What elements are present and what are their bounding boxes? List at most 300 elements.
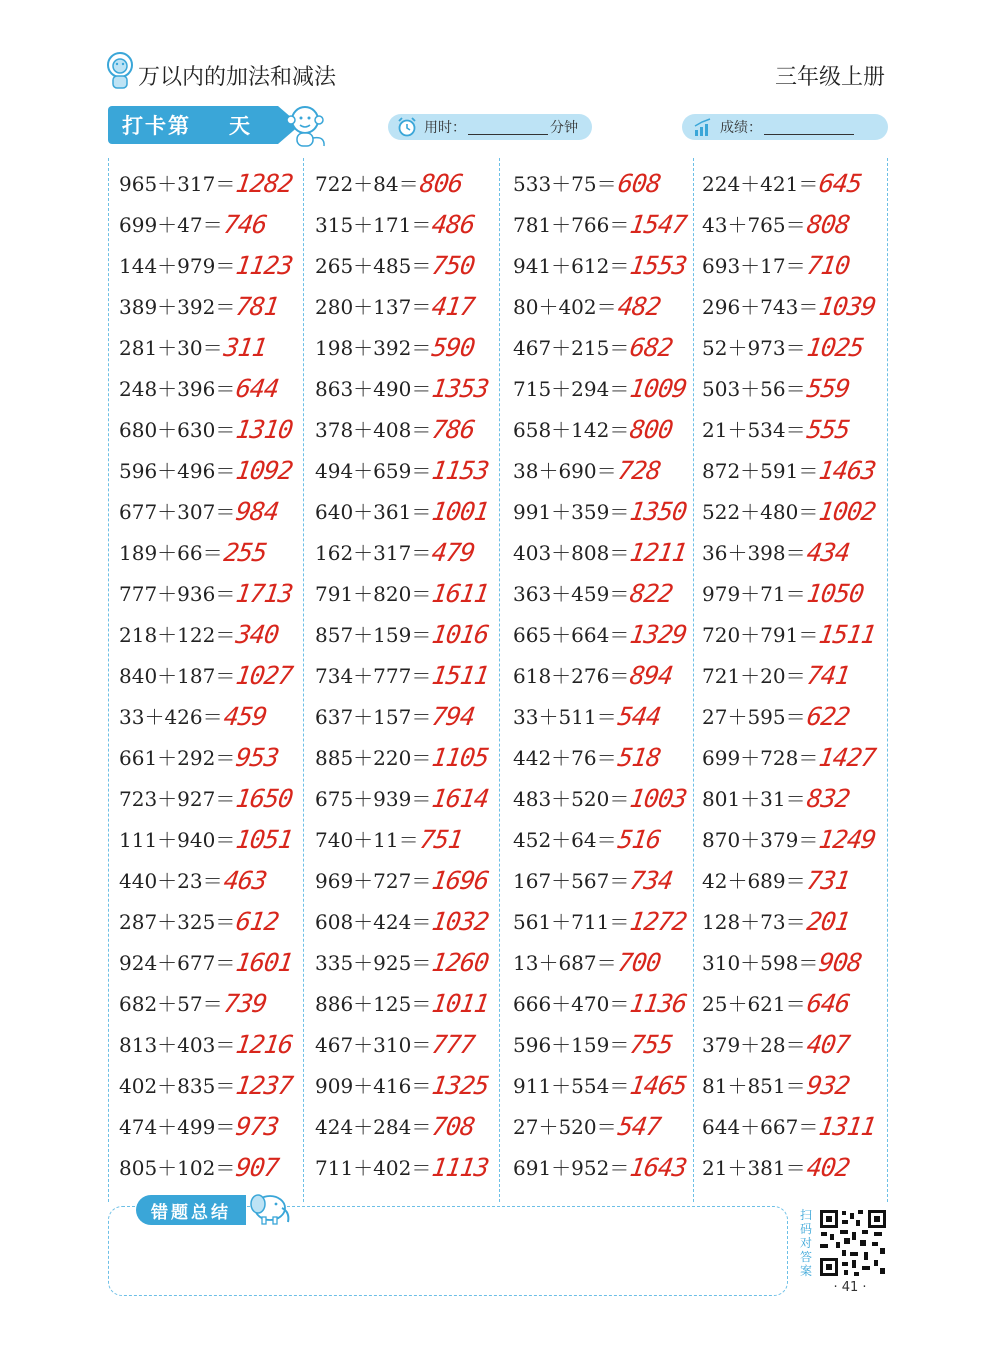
problem-row xyxy=(315,978,489,1019)
handwritten-answer: 777 xyxy=(430,1030,477,1059)
problem-row xyxy=(119,568,293,609)
handwritten-answer: 608 xyxy=(615,169,662,198)
problem-row xyxy=(702,199,849,240)
handwritten-answer: 459 xyxy=(221,702,268,731)
problem-equation: 805＋102＝ xyxy=(119,1156,236,1180)
problem-row xyxy=(702,445,876,486)
problem-equation: 734＋777＝ xyxy=(315,664,432,688)
problem-row xyxy=(513,404,673,445)
problem-row xyxy=(119,158,293,199)
handwritten-answer: 1511 xyxy=(430,661,491,690)
problem-equation: 781＋766＝ xyxy=(513,213,630,237)
handwritten-answer: 731 xyxy=(804,866,851,895)
problem-row xyxy=(513,650,673,691)
handwritten-answer: 255 xyxy=(221,538,268,567)
problem-equation: 691＋952＝ xyxy=(513,1156,630,1180)
handwritten-answer: 1611 xyxy=(430,579,491,608)
problem-equation: 791＋820＝ xyxy=(315,582,432,606)
page-title: 万以内的加法和减法 xyxy=(138,65,337,90)
handwritten-answer: 1650 xyxy=(234,784,295,813)
handwritten-answer: 1713 xyxy=(234,579,295,608)
problem-equation: 665＋664＝ xyxy=(513,623,630,647)
checkin-prefix: 打卡第 xyxy=(122,114,191,138)
handwritten-answer: 781 xyxy=(234,292,281,321)
problem-equation: 979＋71＝ xyxy=(702,582,806,606)
problem-equation: 644＋667＝ xyxy=(702,1115,819,1139)
problem-equation: 677＋307＝ xyxy=(119,500,236,524)
problem-equation: 81＋851＝ xyxy=(702,1074,806,1098)
problem-row xyxy=(702,527,849,568)
problem-equation: 27＋595＝ xyxy=(702,705,806,729)
problem-equation: 13＋687＝ xyxy=(513,951,617,975)
problem-row xyxy=(513,527,687,568)
problem-row xyxy=(119,240,293,281)
handwritten-answer: 1350 xyxy=(628,497,689,526)
problem-row xyxy=(513,1142,687,1183)
handwritten-answer: 907 xyxy=(234,1153,281,1182)
problem-row xyxy=(513,855,673,896)
problem-row xyxy=(702,814,876,855)
problem-row xyxy=(119,1060,293,1101)
score-label: 成绩： xyxy=(720,120,762,136)
handwritten-answer: 1105 xyxy=(430,743,491,772)
handwritten-answer: 1465 xyxy=(628,1071,689,1100)
handwritten-answer: 612 xyxy=(234,907,281,936)
handwritten-answer: 750 xyxy=(430,251,477,280)
handwritten-answer: 340 xyxy=(234,620,281,649)
handwritten-answer: 1002 xyxy=(817,497,878,526)
handwritten-answer: 1329 xyxy=(628,620,689,649)
problem-equation: 80＋402＝ xyxy=(513,295,617,319)
problem-equation: 924＋677＝ xyxy=(119,951,236,975)
problem-row xyxy=(513,568,673,609)
handwritten-answer: 700 xyxy=(615,948,662,977)
handwritten-answer: 1353 xyxy=(430,374,491,403)
problem-equation: 969＋727＝ xyxy=(315,869,432,893)
problem-equation: 722＋84＝ xyxy=(315,172,419,196)
problem-row xyxy=(315,732,489,773)
problem-equation: 389＋392＝ xyxy=(119,295,236,319)
handwritten-answer: 544 xyxy=(615,702,662,731)
handwritten-answer: 559 xyxy=(804,374,851,403)
problem-row xyxy=(513,281,660,322)
problem-row xyxy=(315,1101,475,1142)
problem-equation: 711＋402＝ xyxy=(315,1156,432,1180)
checkin-suffix: 天 xyxy=(229,114,252,138)
problem-row xyxy=(702,855,849,896)
score-field[interactable] xyxy=(764,120,854,135)
problem-equation: 335＋925＝ xyxy=(315,951,432,975)
handwritten-answer: 1311 xyxy=(817,1112,878,1141)
problem-equation: 870＋379＝ xyxy=(702,828,819,852)
handwritten-answer: 1011 xyxy=(430,989,491,1018)
problem-row xyxy=(119,1019,293,1060)
handwritten-answer: 1260 xyxy=(430,948,491,977)
handwritten-answer: 1123 xyxy=(234,251,295,280)
problem-row xyxy=(119,1101,279,1142)
handwritten-answer: 644 xyxy=(234,374,281,403)
problem-row xyxy=(702,609,876,650)
problem-equation: 128＋73＝ xyxy=(702,910,806,934)
handwritten-answer: 516 xyxy=(615,825,662,854)
problem-row xyxy=(119,527,266,568)
handwritten-answer: 1511 xyxy=(817,620,878,649)
problem-row xyxy=(119,732,279,773)
problem-equation: 483＋520＝ xyxy=(513,787,630,811)
problem-row xyxy=(702,568,863,609)
problem-row xyxy=(119,363,279,404)
problem-row xyxy=(702,773,849,814)
handwritten-answer: 1325 xyxy=(430,1071,491,1100)
problem-equation: 111＋940＝ xyxy=(119,828,236,852)
problem-equation: 909＋416＝ xyxy=(315,1074,432,1098)
problem-row xyxy=(513,609,687,650)
handwritten-answer: 1272 xyxy=(628,907,689,936)
problem-row xyxy=(315,855,489,896)
score-box xyxy=(682,114,888,140)
problem-equation: 885＋220＝ xyxy=(315,746,432,770)
alarm-clock-icon xyxy=(396,116,418,138)
monkey-mascot-icon xyxy=(280,100,330,150)
problem-row xyxy=(702,650,849,691)
handwritten-answer: 547 xyxy=(615,1112,662,1141)
problem-equation: 723＋927＝ xyxy=(119,787,236,811)
problem-equation: 198＋392＝ xyxy=(315,336,432,360)
problem-equation: 911＋554＝ xyxy=(513,1074,630,1098)
time-box xyxy=(388,114,592,140)
problem-row xyxy=(315,281,475,322)
problem-equation: 693＋17＝ xyxy=(702,254,806,278)
problem-row xyxy=(119,896,279,937)
handwritten-answer: 806 xyxy=(417,169,464,198)
problem-row xyxy=(513,978,687,1019)
problem-equation: 281＋30＝ xyxy=(119,336,223,360)
problem-row xyxy=(315,691,475,732)
handwritten-answer: 1039 xyxy=(817,292,878,321)
problem-equation: 561＋711＝ xyxy=(513,910,630,934)
problem-row xyxy=(315,158,462,199)
problem-row xyxy=(315,814,462,855)
problem-equation: 162＋317＝ xyxy=(315,541,432,565)
problem-row xyxy=(513,814,660,855)
problem-row xyxy=(513,322,673,363)
handwritten-answer: 1601 xyxy=(234,948,295,977)
problem-equation: 618＋276＝ xyxy=(513,664,630,688)
problem-equation: 991＋359＝ xyxy=(513,500,630,524)
bar-chart-icon xyxy=(692,116,714,138)
problem-equation: 315＋171＝ xyxy=(315,213,432,237)
problem-row xyxy=(119,445,293,486)
handwritten-answer: 1032 xyxy=(430,907,491,936)
problem-equation: 218＋122＝ xyxy=(119,623,236,647)
problem-row xyxy=(513,199,687,240)
problem-equation: 699＋47＝ xyxy=(119,213,223,237)
problem-equation: 608＋424＝ xyxy=(315,910,432,934)
problem-row xyxy=(513,1060,687,1101)
handwritten-answer: 973 xyxy=(234,1112,281,1141)
handwritten-answer: 1050 xyxy=(804,579,865,608)
problem-row xyxy=(702,978,849,1019)
problem-equation: 38＋690＝ xyxy=(513,459,617,483)
problem-equation: 720＋791＝ xyxy=(702,623,819,647)
handwritten-answer: 741 xyxy=(804,661,851,690)
problem-equation: 42＋689＝ xyxy=(702,869,806,893)
handwritten-answer: 417 xyxy=(430,292,477,321)
problem-equation: 467＋215＝ xyxy=(513,336,630,360)
worksheet xyxy=(108,158,888,1202)
problem-equation: 52＋973＝ xyxy=(702,336,806,360)
problem-equation: 402＋835＝ xyxy=(119,1074,236,1098)
problem-equation: 682＋57＝ xyxy=(119,992,223,1016)
problem-equation: 144＋979＝ xyxy=(119,254,236,278)
handwritten-answer: 808 xyxy=(804,210,851,239)
problem-row xyxy=(513,773,687,814)
problem-equation: 27＋520＝ xyxy=(513,1115,617,1139)
handwritten-answer: 953 xyxy=(234,743,281,772)
problem-equation: 21＋381＝ xyxy=(702,1156,806,1180)
grade-label: 三年级上册 xyxy=(774,65,885,90)
problem-equation: 265＋485＝ xyxy=(315,254,432,278)
handwritten-answer: 311 xyxy=(221,333,268,362)
handwritten-answer: 908 xyxy=(817,948,864,977)
problem-row xyxy=(315,363,489,404)
handwritten-answer: 1282 xyxy=(234,169,295,198)
problem-row xyxy=(119,978,266,1019)
problem-equation: 872＋591＝ xyxy=(702,459,819,483)
qr-code-icon[interactable] xyxy=(818,1208,888,1278)
problem-equation: 248＋396＝ xyxy=(119,377,236,401)
problem-row xyxy=(119,650,293,691)
problem-row xyxy=(315,650,489,691)
problem-equation: 503＋56＝ xyxy=(702,377,806,401)
handwritten-answer: 794 xyxy=(430,702,477,731)
problem-equation: 715＋294＝ xyxy=(513,377,630,401)
handwritten-answer: 646 xyxy=(804,989,851,1018)
problem-equation: 296＋743＝ xyxy=(702,295,819,319)
problem-row xyxy=(119,773,293,814)
problem-row xyxy=(702,240,849,281)
problem-equation: 533＋75＝ xyxy=(513,172,617,196)
problem-equation: 403＋808＝ xyxy=(513,541,630,565)
handwritten-answer: 1136 xyxy=(628,989,689,1018)
elephant-mascot-icon xyxy=(246,1186,294,1226)
handwritten-answer: 894 xyxy=(628,661,675,690)
handwritten-answer: 932 xyxy=(804,1071,851,1100)
problem-row xyxy=(315,199,475,240)
problem-row xyxy=(119,199,266,240)
problem-equation: 494＋659＝ xyxy=(315,459,432,483)
problem-row xyxy=(702,896,849,937)
problem-row xyxy=(513,158,660,199)
problem-equation: 310＋598＝ xyxy=(702,951,819,975)
problem-row xyxy=(119,1142,279,1183)
problem-equation: 33＋511＝ xyxy=(513,705,617,729)
problem-equation: 33＋426＝ xyxy=(119,705,223,729)
handwritten-answer: 734 xyxy=(628,866,675,895)
handwritten-answer: 800 xyxy=(628,415,675,444)
handwritten-answer: 1009 xyxy=(628,374,689,403)
problem-row xyxy=(702,1101,876,1142)
handwritten-answer: 739 xyxy=(221,989,268,1018)
problem-equation: 777＋936＝ xyxy=(119,582,236,606)
mistake-summary-label: 错题总结 xyxy=(136,1195,246,1225)
problem-equation: 666＋470＝ xyxy=(513,992,630,1016)
problem-equation: 699＋728＝ xyxy=(702,746,819,770)
handwritten-answer: 984 xyxy=(234,497,281,526)
handwritten-answer: 479 xyxy=(430,538,477,567)
problem-equation: 379＋28＝ xyxy=(702,1033,806,1057)
problem-row xyxy=(513,240,687,281)
scan-answers-label: 扫 码 对 答 案 xyxy=(799,1208,812,1278)
handwritten-answer: 832 xyxy=(804,784,851,813)
handwritten-answer: 1025 xyxy=(804,333,865,362)
problem-row xyxy=(315,240,475,281)
problem-row xyxy=(702,1019,849,1060)
problem-row xyxy=(315,1060,489,1101)
checkin-banner xyxy=(108,106,278,144)
problem-row xyxy=(315,486,489,527)
problem-row xyxy=(315,1019,475,1060)
problem-row xyxy=(702,937,862,978)
problem-row xyxy=(702,404,849,445)
problem-equation: 467＋310＝ xyxy=(315,1033,432,1057)
problem-row xyxy=(315,937,489,978)
time-unit: 分钟 xyxy=(550,120,578,136)
handwritten-answer: 1051 xyxy=(234,825,295,854)
problem-row xyxy=(702,363,849,404)
problem-row xyxy=(315,445,489,486)
problem-row xyxy=(702,691,849,732)
problem-equation: 680＋630＝ xyxy=(119,418,236,442)
problem-equation: 363＋459＝ xyxy=(513,582,630,606)
problem-equation: 661＋292＝ xyxy=(119,746,236,770)
handwritten-answer: 622 xyxy=(804,702,851,731)
handwritten-answer: 755 xyxy=(628,1030,675,1059)
handwritten-answer: 1696 xyxy=(430,866,491,895)
problem-row xyxy=(119,937,293,978)
problem-row xyxy=(315,609,489,650)
handwritten-answer: 201 xyxy=(804,907,851,936)
problem-equation: 596＋159＝ xyxy=(513,1033,630,1057)
problem-equation: 287＋325＝ xyxy=(119,910,236,934)
problem-row xyxy=(513,445,660,486)
handwritten-answer: 682 xyxy=(628,333,675,362)
handwritten-answer: 822 xyxy=(628,579,675,608)
problem-equation: 941＋612＝ xyxy=(513,254,630,278)
problem-row xyxy=(119,691,266,732)
problem-equation: 167＋567＝ xyxy=(513,869,630,893)
problem-equation: 440＋23＝ xyxy=(119,869,223,893)
handwritten-answer: 1553 xyxy=(628,251,689,280)
problem-equation: 640＋361＝ xyxy=(315,500,432,524)
problem-equation: 43＋765＝ xyxy=(702,213,806,237)
time-label: 用时： xyxy=(424,120,466,136)
handwritten-answer: 482 xyxy=(615,292,662,321)
handwritten-answer: 486 xyxy=(430,210,477,239)
problem-row xyxy=(119,609,279,650)
handwritten-answer: 1310 xyxy=(234,415,295,444)
problem-row xyxy=(315,773,489,814)
handwritten-answer: 402 xyxy=(804,1153,851,1182)
handwritten-answer: 1643 xyxy=(628,1153,689,1182)
problem-equation: 21＋534＝ xyxy=(702,418,806,442)
problem-equation: 280＋137＝ xyxy=(315,295,432,319)
problem-row xyxy=(119,486,279,527)
problem-equation: 637＋157＝ xyxy=(315,705,432,729)
time-field[interactable] xyxy=(468,120,548,135)
problem-row xyxy=(315,322,475,363)
handwritten-answer: 434 xyxy=(804,538,851,567)
problem-equation: 25＋621＝ xyxy=(702,992,806,1016)
problem-row xyxy=(315,896,489,937)
problem-row xyxy=(702,322,863,363)
handwritten-answer: 746 xyxy=(221,210,268,239)
problem-row xyxy=(513,486,687,527)
problem-row xyxy=(513,363,687,404)
handwritten-answer: 645 xyxy=(817,169,864,198)
problem-row xyxy=(119,404,293,445)
problem-equation: 658＋142＝ xyxy=(513,418,630,442)
handwritten-answer: 1027 xyxy=(234,661,295,690)
handwritten-answer: 1249 xyxy=(817,825,878,854)
problem-row xyxy=(315,568,489,609)
problem-equation: 801＋31＝ xyxy=(702,787,806,811)
problem-equation: 886＋125＝ xyxy=(315,992,432,1016)
handwritten-answer: 1211 xyxy=(628,538,689,567)
problem-row xyxy=(702,158,862,199)
handwritten-answer: 1463 xyxy=(817,456,878,485)
problem-row xyxy=(513,1101,660,1142)
handwritten-answer: 1092 xyxy=(234,456,295,485)
column-divider xyxy=(693,158,694,1202)
handwritten-answer: 590 xyxy=(430,333,477,362)
handwritten-answer: 1113 xyxy=(430,1153,491,1182)
problem-row xyxy=(702,1142,849,1183)
problem-equation: 840＋187＝ xyxy=(119,664,236,688)
handwritten-answer: 407 xyxy=(804,1030,851,1059)
problem-equation: 596＋496＝ xyxy=(119,459,236,483)
problem-row xyxy=(702,486,876,527)
handwritten-answer: 786 xyxy=(430,415,477,444)
handwritten-answer: 518 xyxy=(615,743,662,772)
handwritten-answer: 1547 xyxy=(628,210,689,239)
handwritten-answer: 1016 xyxy=(430,620,491,649)
problem-row xyxy=(119,281,279,322)
problem-equation: 452＋64＝ xyxy=(513,828,617,852)
problem-row xyxy=(119,855,266,896)
problem-row xyxy=(513,1019,673,1060)
problem-row xyxy=(513,937,660,978)
handwritten-answer: 728 xyxy=(615,456,662,485)
handwritten-answer: 1153 xyxy=(430,456,491,485)
problem-equation: 424＋284＝ xyxy=(315,1115,432,1139)
handwritten-answer: 1216 xyxy=(234,1030,295,1059)
problem-equation: 813＋403＝ xyxy=(119,1033,236,1057)
handwritten-answer: 751 xyxy=(417,825,464,854)
problem-equation: 721＋20＝ xyxy=(702,664,806,688)
handwritten-answer: 1237 xyxy=(234,1071,295,1100)
problem-row xyxy=(315,1142,489,1183)
column-divider xyxy=(499,158,500,1202)
handwritten-answer: 1427 xyxy=(817,743,878,772)
handwritten-answer: 1001 xyxy=(430,497,491,526)
problem-row xyxy=(513,896,687,937)
problem-equation: 740＋11＝ xyxy=(315,828,419,852)
problem-equation: 522＋480＝ xyxy=(702,500,819,524)
column-divider xyxy=(303,158,304,1202)
problem-row xyxy=(315,404,475,445)
problem-equation: 474＋499＝ xyxy=(119,1115,236,1139)
